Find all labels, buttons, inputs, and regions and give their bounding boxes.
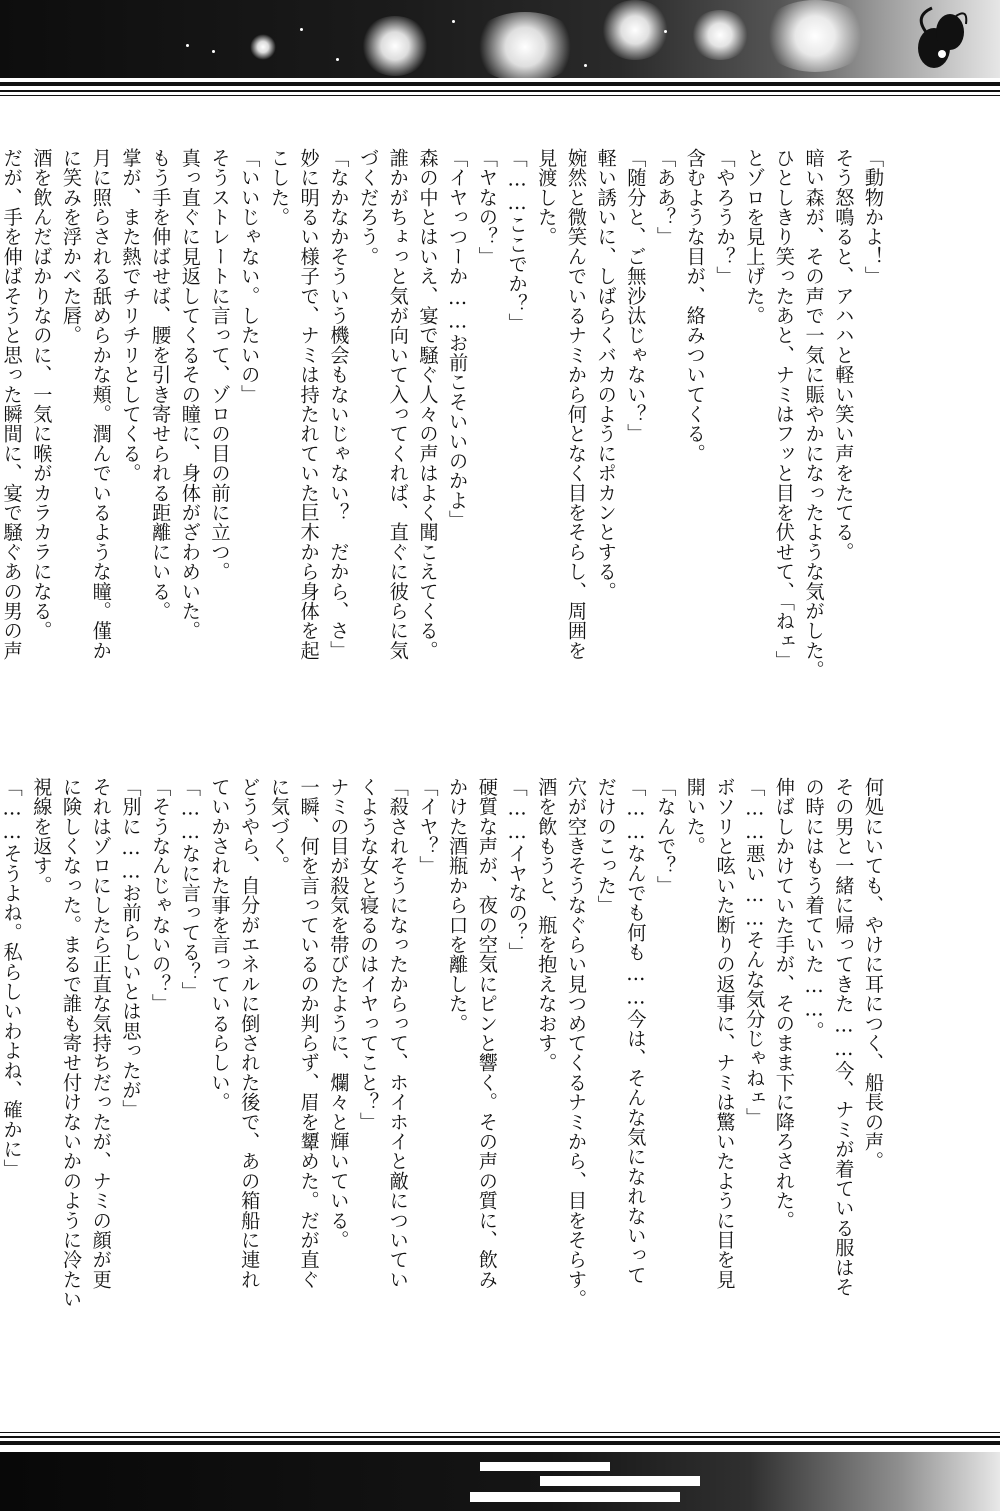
text-line: 一瞬、何を言っているのか判らず、眉を顰めた。だが直ぐ — [297, 777, 321, 1290]
text-line: ていかされた事を言っているらしい。 — [208, 777, 232, 1112]
text-line: ナミの目が殺気を帯びたように、爛々と輝いている。 — [327, 777, 351, 1250]
text-line: に笑みを浮かべた唇。 — [60, 148, 84, 345]
text-line: 暗い森が、その声で一気に賑やかになったような気がした。 — [802, 148, 826, 680]
text-line: それはゾロにしたら正直な気持ちだったが、ナミの顔が更 — [89, 777, 113, 1290]
light-streak — [470, 1492, 680, 1502]
text-line: に気づく。 — [267, 777, 291, 876]
text-line: だけのこった」 — [594, 777, 618, 915]
text-line: 「別に……お前らしいとは思ったが」 — [119, 777, 143, 1120]
star-spark — [664, 30, 667, 33]
text-line: 「……そうよね。私らしいわよね、確かに」 — [0, 777, 24, 1179]
starlight-glow — [360, 16, 430, 76]
text-line: 森の中とはいえ、宴で騒ぐ人々の声はよく聞こえてくる。 — [416, 148, 440, 661]
text-line: かけた酒瓶から口を離した。 — [446, 777, 470, 1034]
star-spark — [336, 58, 339, 61]
footer-rule — [0, 1441, 1000, 1445]
text-line: 伸ばしかけていた手が、そのまま下に降ろされた。 — [772, 777, 796, 1231]
text-line: 「……なに言ってる？」 — [178, 777, 202, 1002]
text-line: 「イヤ？」 — [416, 777, 440, 876]
star-spark — [212, 50, 215, 53]
header-rule — [0, 90, 1000, 92]
starlight-glow — [470, 12, 580, 82]
text-line: づくだろう。 — [357, 148, 381, 267]
text-line: 視線を返す。 — [30, 777, 54, 896]
text-line: どうやら、自分がエネルに倒された後で、あの箱船に連れ — [238, 777, 262, 1290]
text-line: 「……ここでか？」 — [505, 148, 529, 333]
text-line: 婉然と微笑んでいるナミから何となく目をそらし、周囲を — [564, 148, 588, 661]
header-rule — [0, 82, 1000, 86]
text-line: 「……なんでも何も……今は、そんな気になれないって — [624, 777, 648, 1285]
starlight-glow — [250, 34, 276, 60]
text-line: くような女と寝るのはイヤってこと？」 — [357, 777, 381, 1132]
star-spark — [452, 20, 455, 23]
header-rule — [0, 95, 1000, 96]
lower-text-block — [0, 777, 888, 1337]
text-line: 月に照らされる舐めらかな頬。潤んでいるような瞳。僅か — [89, 148, 113, 661]
text-line: 穴が空きそうなぐらい見つめてくるナミから、目をそらす。 — [564, 777, 588, 1309]
text-line: 誰かがちょっと気が向いて入ってくれば、直ぐに彼らに気 — [386, 148, 410, 661]
crescent-moon-icon — [700, 1454, 750, 1510]
text-line: に険しくなった。まるで誰も寄せ付けないかのように冷たい — [60, 777, 84, 1309]
text-line: 「ヤなの？」 — [475, 148, 499, 267]
text-line: そう怒鳴ると、アハハと軽い笑い声をたてる。 — [832, 148, 856, 562]
text-line: とゾロを見上げた。 — [743, 148, 767, 326]
text-line: 「……悪い……そんな気分じゃねェ」 — [743, 777, 767, 1128]
upper-text-block — [0, 148, 888, 708]
text-line: 「動物かよ！」 — [862, 148, 885, 286]
text-line: 「ああ？」 — [654, 148, 678, 247]
text-line: もう手を伸ばせば、腰を引き寄せられる距離にいる。 — [149, 148, 173, 621]
star-spark — [186, 44, 189, 47]
header-band — [0, 0, 1000, 78]
text-line: 「やろうか？」 — [713, 148, 737, 286]
text-line: 「そうなんじゃないの？」 — [149, 777, 173, 1014]
starlight-glow — [600, 0, 670, 60]
text-line: 何処にいても、やけに耳につく、船長の声。 — [862, 777, 885, 1171]
text-line: その男と一緒に帰ってきた……今、ナミが着ている服はそ — [832, 777, 856, 1297]
text-line: 妙に明るい様子で、ナミは持たれていた巨木から身体を起 — [297, 148, 321, 661]
starlight-glow — [690, 10, 750, 60]
footer-rule — [0, 1432, 1000, 1433]
text-line: 真っ直ぐに見返してくるその瞳に、身体がざわめいた。 — [178, 148, 202, 641]
light-streak — [540, 1476, 700, 1486]
insect-ornament-icon — [906, 2, 976, 78]
starlight-glow — [760, 0, 870, 72]
footer-band — [0, 1452, 1000, 1511]
text-line: 酒を飲もうと、瓶を抱えなおす。 — [535, 777, 559, 1073]
footer-rule — [0, 1436, 1000, 1438]
text-line: 掌が、また熱でチリチリとしてくる。 — [119, 148, 143, 483]
text-line: 硬質な声が、夜の空気にピンと響く。その声の質に、飲み — [475, 777, 499, 1290]
text-line: だが、手を伸ばそうと思った瞬間に、宴で騒ぐあの男の声 — [0, 148, 24, 661]
text-line: 見渡した。 — [535, 148, 559, 247]
text-line: 酒を飲んだばかりなのに、一気に喉がカラカラになる。 — [30, 148, 54, 641]
text-line: 「イヤっつーか……お前こそいいのかよ」 — [446, 148, 470, 530]
text-line: 軽い誘いに、しばらくバカのようにポカンとする。 — [594, 148, 618, 602]
text-line: そうストレートに言って、ゾロの目の前に立つ。 — [208, 148, 232, 582]
star-spark — [300, 28, 303, 31]
text-line: ひとしきり笑ったあと、ナミはフッと目を伏せて、「ねェ」 — [772, 148, 796, 671]
text-line: 開いた。 — [683, 777, 707, 856]
text-line: 「殺されそうになったからって、ホイホイと敵についてい — [386, 777, 410, 1290]
text-line: 含むような目が、絡みついてくる。 — [683, 148, 707, 464]
text-line: の時にはもう着ていた……。 — [802, 777, 826, 1041]
text-line: こした。 — [267, 148, 291, 227]
text-line: 「なんで？」 — [654, 777, 678, 896]
light-streak — [480, 1462, 610, 1471]
star-spark — [584, 64, 587, 67]
text-line: 「なかなかそういう機会もないじゃない？ だから、さ」 — [327, 148, 351, 661]
text-line: 「……イヤなの？」 — [505, 777, 529, 962]
text-line: 「いいじゃない。したいの」 — [238, 148, 262, 405]
text-line: ボソリと呟いた断りの返事に、ナミは驚いたように目を見 — [713, 777, 737, 1290]
text-line: 「随分と、ご無沙汰じゃない？」 — [624, 148, 648, 444]
